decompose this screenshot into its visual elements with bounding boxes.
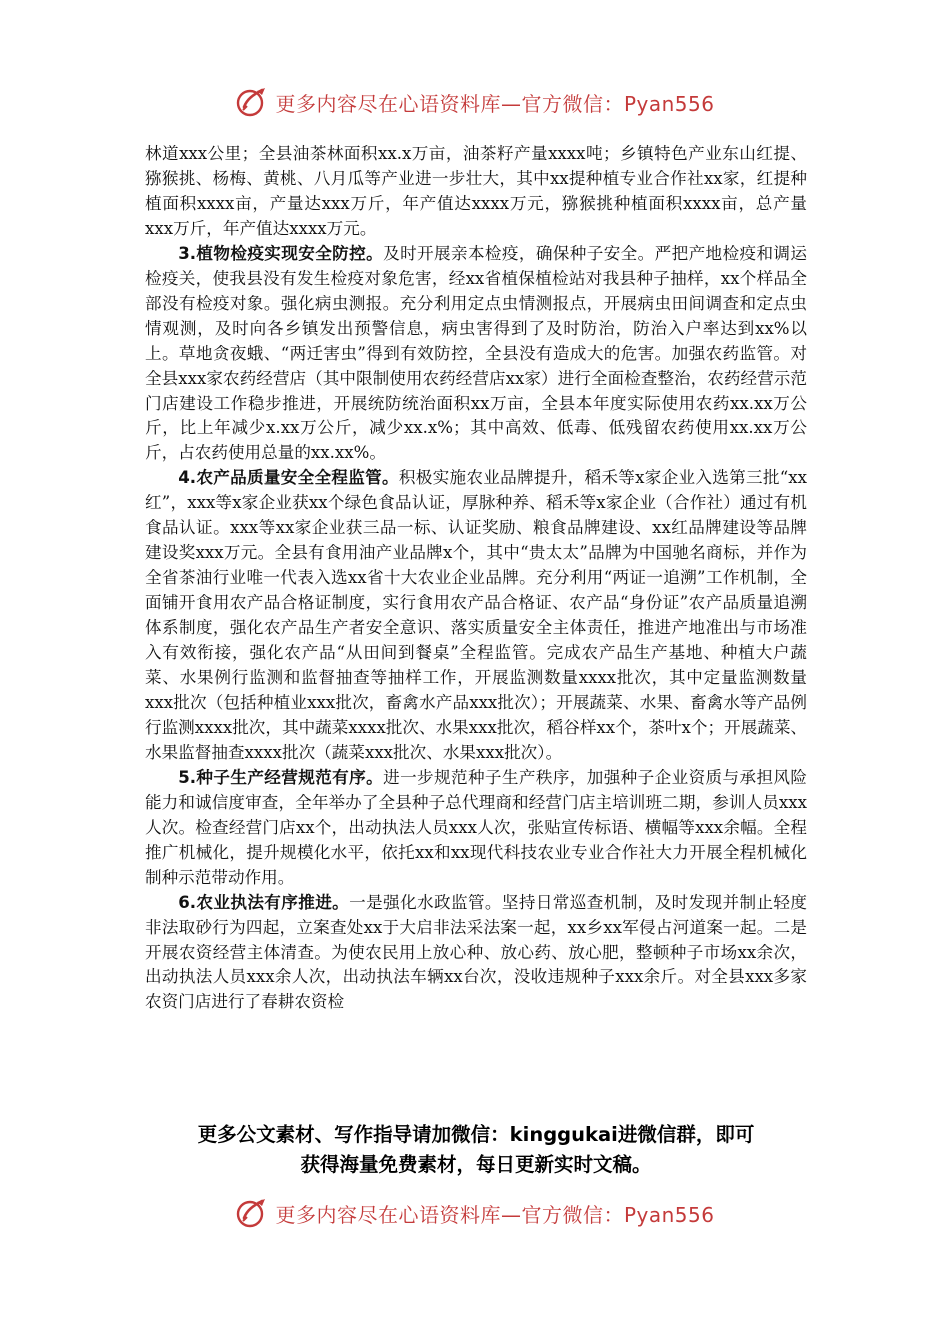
promo-line-2: 获得海量免费素材，每日更新实时文稿。 [300,1153,652,1176]
pen-logo-icon [235,85,269,119]
paragraph-law-enforcement [145,891,807,1016]
pen-logo-icon [235,1196,269,1230]
document-body [145,142,807,1015]
header-banner [0,82,950,122]
paragraph-text-seed-production: 进一步规范种子生产秩序，加强种子企业资质与承担风险能力和诚信度审查，全年举办了全县种子总代理商和经营门店主培训班二期，参训人员xxx人次。检查经营门店xx个，出动执法人员xxx人次，张贴宣传标语、横幅等xxx余幅。全程推广机械化，提升规模化水平，依托xx和xx现代科技农业专业合作社大力开展全程机械化制种示范带动作用。 [145,767,807,887]
paragraph-text-law-enforcement: 一是强化水政监管。坚持日常巡查机制，及时发现并制止轻度非法取砂行为四起，立案查处xx于大启非法采法案一起，xx乡xx军侵占河道案一起。二是开展农资经营主体清查。为使农民用上放心种、放心药、放心肥，整顿种子市场xx余次，出动执法人员xxx余人次，出动执法车辆xx台次，没收违规种子xxx余斤。对全县xxx多家农资门店进行了春耕农资检 [145,892,807,1012]
section-heading-seed-production: 5.种子生产经营规范有序。 [178,767,384,787]
paragraph-text-product-quality: 积极实施农业品牌提升，稻禾等x家企业入选第三批“xx红”，xxx等x家企业获xx个绿色食品认证，厚脉种养、稻禾等x家企业（合作社）通过有机食品认证。xxx等xx家企业获三品一标、认证奖励、粮食品牌建设、xx红品牌建设等品牌建设奖xxx万元。全县有食用油产业品牌x个，其中“贵太太”品牌为中国驰名商标，并作为全省茶油行业唯一代表入选xx省十大农业企业品牌。充分利用“两证一追溯”工作机制，全面铺开食用农产品合格证制度，实行食用农产品合格证、农产品“身份证”农产品质量追溯体系制度，强化农产品生产者安全意识、落实质量安全主体责任，推进产地准出与市场准入有效衔接，强化农产品“从田间到餐桌”全程监管。完成农产品生产基地、种植大户蔬菜、水果例行监测和监督抽查等抽样工作，开展监测数量xxxx批次，其中定量监测数量xxx批次（包括种植业xxx批次，畜禽水产品xxx批次）；开展蔬菜、水果、畜禽水等产品例行监测xxxx批次，其中蔬菜xxxx批次、水果xxx批次，稻谷样xx个，茶叶x个；开展蔬菜、水果监督抽查xxxx批次（蔬菜xxx批次、水果xxx批次）。 [145,468,808,762]
paragraph-text-plant-quarantine: 及时开展亲本检疫，确保种子安全。严把产地检疫和调运检疫关，使我县没有发生检疫对象危害，经xx省植保植检站对我县种子抽样，xx个样品全部没有检疫对象。强化病虫测报。充分利用定点虫情测报点，开展病虫田间调查和定点虫情观测，及时向各乡镇发出预警信息，病虫害得到了及时防治，防治入户率达到xx%以上。草地贪夜蛾、“两迁害虫”得到有效防控，全县没有造成大的危害。加强农药监管。对全县xxx家农药经营店（其中限制使用农药经营店xx家）进行全面检查整治，农药经营示范门店建设工作稳步推进，开展统防统治面积xx万亩，全县本年度实际使用农药xx.xx万公斤，比上年减少x.xx万公斤，减少xx.x%；其中高效、低毒、低残留农药使用xx.xx万公斤，占农药使用总量的xx.xx%。 [145,243,807,463]
section-heading-product-quality: 4.农产品质量安全全程监管。 [178,468,399,488]
section-heading-plant-quarantine: 3.植物检疫实现安全防控。 [178,243,384,263]
paragraph-product-quality [145,466,807,765]
paragraph-forestry-continued: 林道xxx公里；全县油茶林面积xx.x万亩，油茶籽产量xxxx吨；乡镇特色产业东山红提、猕猴挑、杨梅、黄桃、八月瓜等产业进一步壮大，其中xx提种植专业合作社xx家，红提种植面积xxxx亩，产量达xxx万斤，年产值达xxxx万元，猕猴挑种植面积xxxx亩，总产量xxx万斤，年产值达xxxx万元。 [145,144,807,238]
footer-banner-text: 更多内容尽在心语资料库—官方微信：Pyan556 [275,1202,715,1227]
footer-banner [0,1193,950,1233]
paragraph-seed-production [145,766,807,891]
promo-notice [145,1120,807,1180]
paragraph-plant-quarantine [145,242,807,467]
promo-line-1: 更多公文素材、写作指导请加微信：kinggukai进微信群，即可 [197,1123,755,1146]
section-heading-law-enforcement: 6.农业执法有序推进。 [178,892,350,912]
header-banner-text: 更多内容尽在心语资料库—官方微信：Pyan556 [275,91,715,116]
